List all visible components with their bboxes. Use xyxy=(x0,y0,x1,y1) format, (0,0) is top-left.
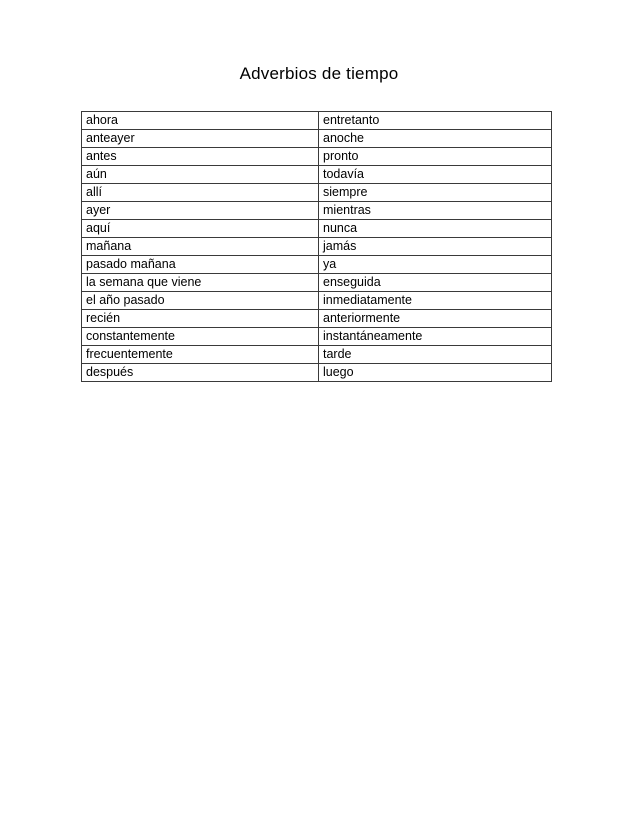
table-cell: ayer xyxy=(82,202,319,220)
table-cell: allí xyxy=(82,184,319,202)
table-row xyxy=(82,184,552,202)
table-cell: inmediatamente xyxy=(319,292,552,310)
table-cell: aquí xyxy=(82,220,319,238)
table-cell: tarde xyxy=(319,346,552,364)
table-row xyxy=(82,202,552,220)
table-cell: mientras xyxy=(319,202,552,220)
table-row xyxy=(82,166,552,184)
table-cell: instantáneamente xyxy=(319,328,552,346)
table-cell: frecuentemente xyxy=(82,346,319,364)
table-cell: luego xyxy=(319,364,552,382)
table-row xyxy=(82,148,552,166)
table-cell: ahora xyxy=(82,112,319,130)
table-cell: todavía xyxy=(319,166,552,184)
table-row xyxy=(82,112,552,130)
table-cell: la semana que viene xyxy=(82,274,319,292)
table-row xyxy=(82,310,552,328)
table-row xyxy=(82,328,552,346)
table-row xyxy=(82,220,552,238)
table-row xyxy=(82,292,552,310)
table-cell: anteriormente xyxy=(319,310,552,328)
table-row xyxy=(82,274,552,292)
adverbs-table xyxy=(81,111,552,382)
table-row xyxy=(82,256,552,274)
table-cell: jamás xyxy=(319,238,552,256)
table-cell: recién xyxy=(82,310,319,328)
table-cell: entretanto xyxy=(319,112,552,130)
table-row xyxy=(82,238,552,256)
table-cell: pasado mañana xyxy=(82,256,319,274)
table-cell: siempre xyxy=(319,184,552,202)
table-row xyxy=(82,364,552,382)
table-cell: el año pasado xyxy=(82,292,319,310)
table-cell: aún xyxy=(82,166,319,184)
table-cell: enseguida xyxy=(319,274,552,292)
table-cell: pronto xyxy=(319,148,552,166)
table-cell: después xyxy=(82,364,319,382)
table-cell: constantemente xyxy=(82,328,319,346)
table-cell: nunca xyxy=(319,220,552,238)
table-cell: antes xyxy=(82,148,319,166)
table-row xyxy=(82,346,552,364)
table-cell: anteayer xyxy=(82,130,319,148)
table-cell: ya xyxy=(319,256,552,274)
page-title: Adverbios de tiempo xyxy=(239,64,399,83)
table-cell: mañana xyxy=(82,238,319,256)
table-cell: anoche xyxy=(319,130,552,148)
table-row xyxy=(82,130,552,148)
